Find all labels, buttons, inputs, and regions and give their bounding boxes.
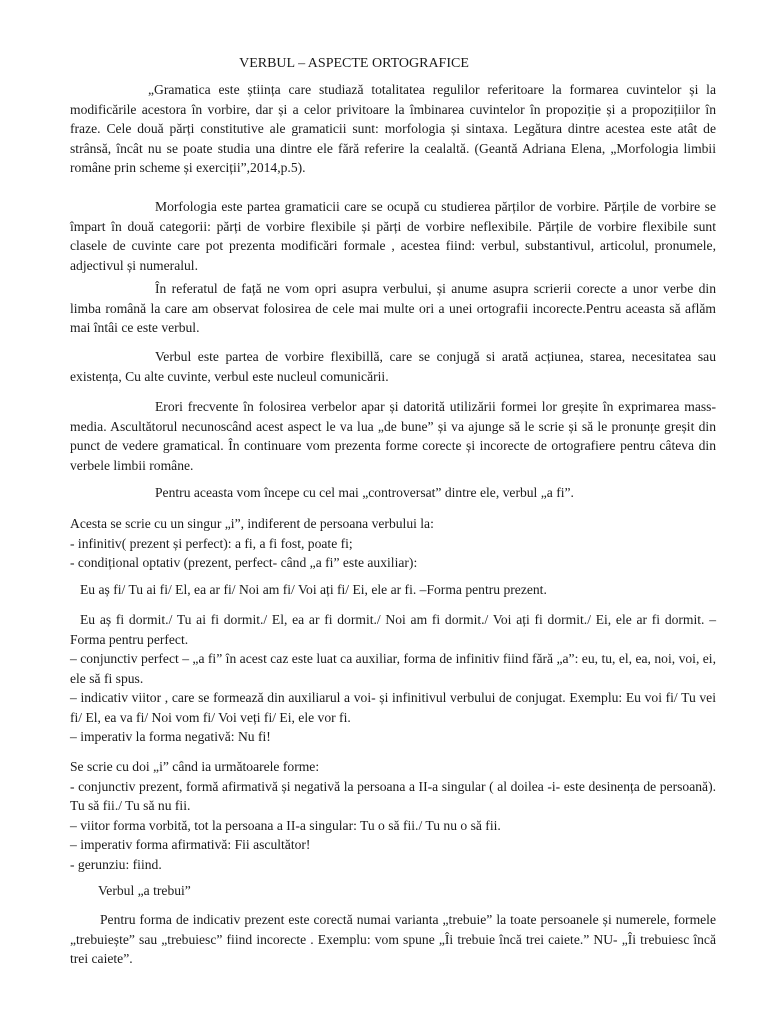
subheading-a-trebui: Verbul „a trebui” [98,883,191,898]
example-conjunctive-perfect: – conjunctiv perfect – „a fi” în acest caz este luat ca auxiliar, forma de infinitiv fiind fără „a”: eu, tu, el, ea, noi, voi, ei, ele să fi spus. [70,651,716,686]
example-negative-imperative: – imperativ la forma negativă: Nu fi! [70,729,271,744]
example-perfect: Eu aș fi dormit./ Tu ai fi dormit./ El, ea ar fi dormit./ Noi am fi dormit./ Voi ați fi dormit./ Ei, ele ar fi dormit. – Forma pentru perfect. [70,612,716,647]
list-item: Se scrie cu doi „i” când ia următoarele forme: [70,759,320,774]
example-future: – indicativ viitor , care se formează din auxiliarul a voi- și infinitivul verbului de conjugat. Exemplu: Eu voi fi/ Tu vei fi/ El, ea va fi/ Noi vom fi/ Voi veți fi/ Ei, ele vor fi. [70,690,716,725]
list-item: - gerunziu: fiind. [70,856,162,872]
list-item: – viitor forma vorbită, tot la persoana a II-a singular: Tu o să fii./ Tu nu o să fii. [70,817,501,833]
paragraph-morphology: Morfologia este partea gramaticii care se ocupă cu studierea părților de vorbire. Părțile de vorbire se împart în două categorii: părți de vorbire flexibile și părți de vorbire neflexibile. Părțile de vorbire flexibile sunt clasele de cuvinte care pot prezenta modificări formale , acestea fiind: verbul, substantivul, articolul, pronumele, adjectivul și numeralul. [70,199,716,273]
paragraph-a-fi-intro: Pentru aceasta vom începe cu cel mai „controversat” dintre ele, verbul „a fi”. [155,485,574,500]
list-item: – imperativ forma afirmativă: Fii ascultător! [70,837,311,852]
list-item: - infinitiv( prezent și perfect): a fi, a fi fost, poate fi; [70,535,353,551]
list-item: - conjunctiv prezent, formă afirmativă și negativă la persoana a II-a singular ( al doilea -i- este desinența de persoană). Tu să fii./ Tu să nu fii. [70,778,716,813]
list-item: - condițional optativ (prezent, perfect- când „a fi” este auxiliar): [70,555,418,570]
page-title: VERBUL – ASPECTE ORTOGRAFICE [239,56,469,71]
paragraph-referat: În referatul de față ne vom opri asupra verbului, și anume asupra scrierii corecte a unor verbe din limba română la care am observat folosirea de cele mai multe ori a unei ortografii incorecte.Pentru aceasta să aflăm mai întâi ce este verbul. [70,281,716,335]
double-i-rules [70,757,716,874]
single-i-rules [70,514,716,573]
paragraph-a-trebui: Pentru forma de indicativ prezent este corectă numai varianta „trebuie” la toate persoanele și numerele, formele „trebuiește” sau „trebuiesc” fiind incorecte . Exemplu: vom spune „Îi trebuie încă trei caiete.” NU- „Îi trebuiesc încă trei caiete”. [70,912,716,966]
paragraph-verb-definition: Verbul este partea de vorbire flexibillă, care se conjugă si arată acțiunea, starea, necesitatea sau existența, Cu alte cuvinte, verbul este nucleul comunicării. [70,349,716,384]
paragraph-frequent-errors: Erori frecvente în folosirea verbelor apar și datorită utilizării formei lor greșite în exprimarea mass-media. Ascultătorul necunoscând acest aspect le va lua „de bune” și va ajunge să le scrie și să le pronunțe greșit din punct de vedere gramatical. În continuare vom prezenta forme corecte și incorecte de ortografiere pentru câteva din verbele limbii române. [70,399,716,473]
list-item: Acesta se scrie cu un singur „i”, indiferent de persoana verbului la: [70,516,434,531]
paragraph-grammar-definition: „Gramatica este știința care studiază totalitatea regulilor referitoare la formarea cuvintelor și la modificările acestora în vorbire, dar și a celor privitoare la îmbinarea cuvintelor în propoziție și a propozițiilor în fraze. Cele două părți constitutive ale gramaticii sunt: morfologia și sintaxa. Legătura dintre acestea este atât de strânsă, încât nu se poate studia una dintre ele fără referire la cealaltă. (Geantă Adriana Elena, „Morfologia limbii române prin scheme și exerciții”,2014,p.5). [70,82,716,175]
example-present: Eu aș fi/ Tu ai fi/ El, ea ar fi/ Noi am fi/ Voi ați fi/ Ei, ele ar fi. –Forma pentru prezent. [80,582,547,597]
